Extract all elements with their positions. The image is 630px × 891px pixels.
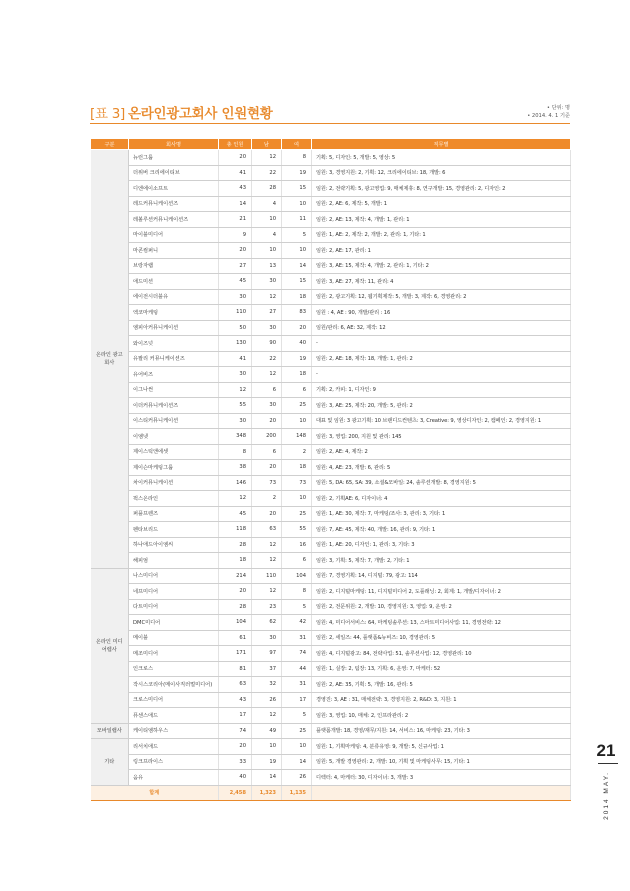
company-cell: 네프미디어 [129, 584, 219, 600]
detail-cell: 디렉터: 4, 마케터: 30, 디자이너: 3, 개발: 3 [312, 770, 571, 786]
company-cell: 다트미디어 [129, 599, 219, 615]
total-cell: 12 [219, 382, 252, 398]
total-cell: 43 [219, 692, 252, 708]
detail-cell: 임원: 2, AE: 35, 기획: 5, 개발: 16, 관리: 5 [312, 677, 571, 693]
company-cell: 더위버 크리에이티브 [129, 165, 219, 181]
company-cell: 디엔에이소프트 [129, 181, 219, 197]
table-row [91, 150, 571, 166]
total-detail-empty [312, 785, 571, 800]
female-cell: 25 [282, 398, 312, 414]
table-header-row [91, 139, 571, 150]
total-female: 1,135 [282, 785, 312, 800]
company-cell: 메이블 [129, 630, 219, 646]
female-cell: 31 [282, 677, 312, 693]
table-row [91, 723, 571, 739]
total-cell: 41 [219, 351, 252, 367]
table-row [91, 739, 571, 755]
staff-table [90, 138, 571, 801]
company-cell: 유팔리 커뮤니케이션즈 [129, 351, 219, 367]
male-cell: 30 [252, 398, 282, 414]
male-cell: 30 [252, 320, 282, 336]
detail-cell: 경영진: 3, AE : 31, 매체전략: 3, 경영지원: 2, R&D: 3, 지원: 1 [312, 692, 571, 708]
total-cell: 17 [219, 708, 252, 724]
table-row [91, 196, 571, 212]
table-row [91, 646, 571, 662]
header-company: 회사명 [129, 139, 219, 150]
male-cell: 22 [252, 165, 282, 181]
male-cell: 13 [252, 258, 282, 274]
male-cell: 97 [252, 646, 282, 662]
male-cell: 37 [252, 661, 282, 677]
table-row [91, 506, 571, 522]
detail-cell: 임원: 3, AE: 15, 제작: 4, 개발: 2, 관리: 1, 기타: 2 [312, 258, 571, 274]
table-row [91, 677, 571, 693]
company-cell: 해피엄 [129, 553, 219, 569]
male-cell: 12 [252, 553, 282, 569]
company-cell: 마콘컴퍼니 [129, 243, 219, 259]
total-cell: 20 [219, 584, 252, 600]
table-row [91, 708, 571, 724]
total-cell: 33 [219, 754, 252, 770]
detail-cell: 임원: 2, 세일즈: 44, 플랫폼&뉴비즈: 10, 경영관리: 5 [312, 630, 571, 646]
total-cell: 41 [219, 165, 252, 181]
detail-cell: 임원: 2, AE: 13, 제작: 4, 개발: 1, 관리: 1 [312, 212, 571, 228]
company-cell: 애드미션 [129, 274, 219, 290]
male-cell: 200 [252, 429, 282, 445]
male-cell: 12 [252, 537, 282, 553]
total-cell: 30 [219, 413, 252, 429]
company-cell: 제이스틱앤에셋 [129, 444, 219, 460]
table-row [91, 692, 571, 708]
total-cell: 21 [219, 212, 252, 228]
detail-cell: 임원/관리: 6, AE: 32, 제작: 12 [312, 320, 571, 336]
detail-cell: 임원: 3, 영업: 10, 매체: 2, 인프라관리: 2 [312, 708, 571, 724]
table-row [91, 212, 571, 228]
female-cell: 148 [282, 429, 312, 445]
table-row [91, 382, 571, 398]
female-cell: 31 [282, 630, 312, 646]
detail-cell: 플랫폼개발: 18, 경영/재무/지원: 14, 서비스: 16, 마케팅: 23, 기타: 3 [312, 723, 571, 739]
company-cell: 에이전시더블유 [129, 289, 219, 305]
male-cell: 30 [252, 274, 282, 290]
female-cell: 6 [282, 553, 312, 569]
female-cell: 18 [282, 289, 312, 305]
category-cell: 온라인 광고회사 [91, 150, 129, 569]
detail-cell: 임원: 2, AE: 17, 관리: 1 [312, 243, 571, 259]
female-cell: 40 [282, 336, 312, 352]
female-cell: 15 [282, 274, 312, 290]
header-total: 총 인원 [219, 139, 252, 150]
female-cell: 11 [282, 212, 312, 228]
table-row [91, 336, 571, 352]
male-cell: 26 [252, 692, 282, 708]
detail-cell: 임원: 3, 기획: 5, 제작: 7, 개발: 2, 기타: 1 [312, 553, 571, 569]
female-cell: 5 [282, 599, 312, 615]
female-cell: 18 [282, 367, 312, 383]
page-number: 21 [596, 741, 616, 760]
table-row [91, 413, 571, 429]
detail-cell: 임원: 7, AE: 45, 제작: 40, 개발: 16, 관리: 9, 기타: 1 [312, 522, 571, 538]
total-cell: 20 [219, 243, 252, 259]
detail-cell: 임원: 3, 영업: 200, 지원 및 관리: 145 [312, 429, 571, 445]
table-row [91, 568, 571, 584]
male-cell: 110 [252, 568, 282, 584]
female-cell: 74 [282, 646, 312, 662]
table-row [91, 553, 571, 569]
female-cell: 14 [282, 258, 312, 274]
date-note: • 2014. 4. 1 기준 [527, 113, 570, 119]
total-cell: 45 [219, 274, 252, 290]
female-cell: 8 [282, 584, 312, 600]
male-cell: 4 [252, 196, 282, 212]
female-cell: 55 [282, 522, 312, 538]
category-cell: 모바일랩사 [91, 723, 129, 739]
table-row [91, 754, 571, 770]
male-cell: 12 [252, 289, 282, 305]
table-number: [표 3] [90, 106, 125, 122]
company-cell: 레볼루션커뮤니케이션즈 [129, 212, 219, 228]
table-row [91, 227, 571, 243]
total-cell: 30 [219, 289, 252, 305]
detail-cell: 임원: 1, 실장: 2, 팀장: 13, 기획: 6, 운영: 7, 마케터: 52 [312, 661, 571, 677]
male-cell: 63 [252, 522, 282, 538]
table-title-block [90, 102, 570, 128]
male-cell: 62 [252, 615, 282, 631]
detail-cell: 임원: 2, 광고기획: 12, 웹기획제작: 5, 개발: 3, 제작: 6, 경영관리: 2 [312, 289, 571, 305]
category-cell: 기타 [91, 739, 129, 786]
female-cell: 16 [282, 537, 312, 553]
male-cell: 10 [252, 243, 282, 259]
female-cell: 15 [282, 181, 312, 197]
company-cell: 뉴런그룹 [129, 150, 219, 166]
male-cell: 10 [252, 739, 282, 755]
table-title-text: 온라인광고회사 인원현황 [127, 106, 273, 122]
female-cell: 14 [282, 754, 312, 770]
female-cell: 2 [282, 444, 312, 460]
female-cell: 19 [282, 165, 312, 181]
header-category: 구분 [91, 139, 129, 150]
male-cell: 19 [252, 754, 282, 770]
total-cell: 20 [219, 150, 252, 166]
total-cell: 146 [219, 475, 252, 491]
table-row [91, 429, 571, 445]
table-row [91, 165, 571, 181]
detail-cell: 임원: 2, 전략기획: 5, 광고영업: 9, 매체제휴: 8, 연구개발: 15, 경영관리: 2, 디자인: 2 [312, 181, 571, 197]
male-cell: 6 [252, 382, 282, 398]
company-cell: 퍼플프렌즈 [129, 506, 219, 522]
male-cell: 73 [252, 475, 282, 491]
company-cell: 메조미디어 [129, 646, 219, 662]
table-row [91, 661, 571, 677]
detail-cell: 기획: 5, 디자인: 5, 개발: 5, 영상: 5 [312, 150, 571, 166]
table-row [91, 243, 571, 259]
total-label: 합계 [91, 785, 219, 800]
total-cell: 9 [219, 227, 252, 243]
female-cell: 10 [282, 491, 312, 507]
female-cell: 5 [282, 227, 312, 243]
detail-cell: 임원: 3, AE: 27, 제작: 11, 관리: 4 [312, 274, 571, 290]
total-cell: 38 [219, 460, 252, 476]
female-cell: 10 [282, 243, 312, 259]
detail-cell: 임원: 2, AE: 4, 제작: 2 [312, 444, 571, 460]
company-cell: 브랑자랩 [129, 258, 219, 274]
male-cell: 12 [252, 150, 282, 166]
male-cell: 20 [252, 506, 282, 522]
company-cell: 리서치애드 [129, 739, 219, 755]
total-cell: 130 [219, 336, 252, 352]
company-cell: 차이커뮤니케이션 [129, 475, 219, 491]
detail-cell: 임원: 5, DA: 65, SA: 39, 소셜&모바일: 24, 솔루션개발: 8, 경영지원: 5 [312, 475, 571, 491]
company-cell: 나스미디어 [129, 568, 219, 584]
total-cell: 28 [219, 599, 252, 615]
total-cell: 348 [219, 429, 252, 445]
male-cell: 2 [252, 491, 282, 507]
company-cell: 마이블미디어 [129, 227, 219, 243]
table-row [91, 491, 571, 507]
female-cell: 25 [282, 506, 312, 522]
detail-cell: 임원: 4, 디지털광고: 84, 전략사업: 51, 솔루션사업: 12, 경영관리: 10 [312, 646, 571, 662]
total-cell: 55 [219, 398, 252, 414]
table-row [91, 522, 571, 538]
issue-date: 2014 MAY. [603, 771, 610, 820]
total-cell: 171 [219, 646, 252, 662]
detail-cell: 임원: 2, AE: 18, 제작: 18, 개발: 1, 관리: 2 [312, 351, 571, 367]
table-row [91, 305, 571, 321]
total-cell: 18 [219, 553, 252, 569]
female-cell: 6 [282, 382, 312, 398]
table-row [91, 630, 571, 646]
company-cell: 옴유 [129, 770, 219, 786]
total-cell: 12 [219, 491, 252, 507]
detail-cell: 임원: 2, AE: 6, 제작: 5, 개발: 1 [312, 196, 571, 212]
table-row [91, 475, 571, 491]
detail-cell: 임원: 1, 기획마케팅: 4, 분류유영: 9, 개발: 5, 신규사업: 1 [312, 739, 571, 755]
detail-cell: 대표 및 임원: 3 광고기획: 10 브랜디드컨텐츠: 3, Creative: 9, 영상디자인: 2, 캠페인: 2, 경영지원: 1 [312, 413, 571, 429]
female-cell: 104 [282, 568, 312, 584]
detail-cell: - [312, 336, 571, 352]
detail-cell: 임원: 1, AE: 2, 제작: 2, 개발: 2, 관리: 1, 기타: 1 [312, 227, 571, 243]
header-female: 여 [282, 139, 312, 150]
detail-cell: 임원 : 4, AE : 90, 개발/관리 : 16 [312, 305, 571, 321]
male-cell: 14 [252, 770, 282, 786]
table-row [91, 258, 571, 274]
company-cell: 이스티커뮤니케이션 [129, 413, 219, 429]
female-cell: 19 [282, 351, 312, 367]
male-cell: 12 [252, 584, 282, 600]
detail-cell: 임원: 3, AE: 25, 제작: 20, 개발: 5, 관리: 2 [312, 398, 571, 414]
female-cell: 18 [282, 460, 312, 476]
female-cell: 26 [282, 770, 312, 786]
female-cell: 17 [282, 692, 312, 708]
company-cell: 링크프라이스 [129, 754, 219, 770]
company-cell: 하나애드아이엠씨 [129, 537, 219, 553]
detail-cell: 임원: 2, 디지털마케팅: 11, 디지털미디어 2, 도플래닝: 2, 회계: 1, 개발/디자이너: 2 [312, 584, 571, 600]
table-row [91, 584, 571, 600]
total-cell: 81 [219, 661, 252, 677]
total-cell: 28 [219, 537, 252, 553]
total-cell: 74 [219, 723, 252, 739]
table-body [91, 150, 571, 786]
total-cell: 61 [219, 630, 252, 646]
total-cell: 27 [219, 258, 252, 274]
female-cell: 42 [282, 615, 312, 631]
total-cell: 110 [219, 305, 252, 321]
male-cell: 20 [252, 413, 282, 429]
unit-note: • 단위: 명 [546, 105, 570, 111]
male-cell: 28 [252, 181, 282, 197]
male-cell: 4 [252, 227, 282, 243]
male-cell: 12 [252, 708, 282, 724]
male-cell: 32 [252, 677, 282, 693]
table-row [91, 444, 571, 460]
total-cell: 43 [219, 181, 252, 197]
female-cell: 10 [282, 413, 312, 429]
total-cell: 45 [219, 506, 252, 522]
total-cell: 20 [219, 739, 252, 755]
female-cell: 73 [282, 475, 312, 491]
header-male: 남 [252, 139, 282, 150]
detail-cell: - [312, 367, 571, 383]
total-cell: 104 [219, 615, 252, 631]
detail-cell: 임원: 2, 기획AE: 6, 디자이너: 4 [312, 491, 571, 507]
detail-cell: 임원: 5, 개발 경영관리: 2, 개발: 10, 기획 및 마케팅사무: 15, 기타: 1 [312, 754, 571, 770]
table-row [91, 181, 571, 197]
table-row [91, 351, 571, 367]
total-cell: 50 [219, 320, 252, 336]
detail-cell: 임원: 2, 전문위원: 2, 개발: 10, 경영지원: 3, 영업: 9, 운영: 2 [312, 599, 571, 615]
total-male: 1,323 [252, 785, 282, 800]
total-cell: 63 [219, 677, 252, 693]
male-cell: 90 [252, 336, 282, 352]
company-cell: 크로스미디어 [129, 692, 219, 708]
title-divider [90, 123, 570, 124]
male-cell: 27 [252, 305, 282, 321]
female-cell: 10 [282, 196, 312, 212]
female-cell: 5 [282, 708, 312, 724]
table-row [91, 398, 571, 414]
table-row [91, 274, 571, 290]
detail-cell: 임원: 4, AE: 23, 개발: 6, 관리: 5 [312, 460, 571, 476]
table-row [91, 599, 571, 615]
company-cell: 작시스코리아(메이사직러멀미디어) [129, 677, 219, 693]
company-cell: 엠피아커뮤니케이션 [129, 320, 219, 336]
company-cell: 엑코마케팅 [129, 305, 219, 321]
table-row [91, 537, 571, 553]
header-detail: 직무별 [312, 139, 571, 150]
total-sum: 2,458 [219, 785, 252, 800]
male-cell: 49 [252, 723, 282, 739]
detail-cell: 임원: 3, 경영지원: 2, 기획: 12, 크리에이티브: 18, 개발: 6 [312, 165, 571, 181]
male-cell: 22 [252, 351, 282, 367]
female-cell: 25 [282, 723, 312, 739]
table-row [91, 289, 571, 305]
detail-cell: 기획: 2, 카피: 1, 디자인: 9 [312, 382, 571, 398]
company-cell: 펜타브리드 [129, 522, 219, 538]
female-cell: 8 [282, 150, 312, 166]
company-cell: 이엠넷 [129, 429, 219, 445]
company-cell: 와이즈넛 [129, 336, 219, 352]
detail-cell: 임원: 7, 경영기획: 14, 디지털: 79, 광고: 114 [312, 568, 571, 584]
total-cell: 14 [219, 196, 252, 212]
total-cell: 30 [219, 367, 252, 383]
company-cell: 유어비즈 [129, 367, 219, 383]
detail-cell: 임원: 1, AE: 30, 제작: 7, 마케팅/조사: 3, 관리: 3, 기타: 1 [312, 506, 571, 522]
total-row [91, 785, 571, 800]
company-cell: 퍽스온라인 [129, 491, 219, 507]
female-cell: 83 [282, 305, 312, 321]
table-row [91, 367, 571, 383]
page-number-rule [598, 763, 618, 764]
total-cell: 118 [219, 522, 252, 538]
company-cell: 케이티엠하우스 [129, 723, 219, 739]
company-cell: 이그나썬 [129, 382, 219, 398]
company-cell: DMC미디어 [129, 615, 219, 631]
company-cell: 인크로스 [129, 661, 219, 677]
company-cell: 이더커뮤니케이션즈 [129, 398, 219, 414]
male-cell: 30 [252, 630, 282, 646]
male-cell: 23 [252, 599, 282, 615]
male-cell: 6 [252, 444, 282, 460]
female-cell: 20 [282, 320, 312, 336]
company-cell: 레드커뮤니케이션즈 [129, 196, 219, 212]
table-row [91, 615, 571, 631]
detail-cell: 임원: 4, 미디어서비스: 64, 마케팅솔루션: 13, 스마트미디어사업: 11, 경영전략: 12 [312, 615, 571, 631]
table-notes [527, 104, 570, 120]
male-cell: 12 [252, 367, 282, 383]
company-cell: 제이슨마케팅그룹 [129, 460, 219, 476]
table-row [91, 460, 571, 476]
table-title [90, 102, 273, 122]
total-cell: 214 [219, 568, 252, 584]
total-cell: 8 [219, 444, 252, 460]
total-cell: 40 [219, 770, 252, 786]
table-row [91, 320, 571, 336]
company-cell: 퓨센스애드 [129, 708, 219, 724]
male-cell: 20 [252, 460, 282, 476]
detail-cell: 임원: 1, AE: 20, 디자인: 1, 관리: 3, 기타: 3 [312, 537, 571, 553]
table-row [91, 770, 571, 786]
female-cell: 10 [282, 739, 312, 755]
male-cell: 10 [252, 212, 282, 228]
female-cell: 44 [282, 661, 312, 677]
category-cell: 온라인 미디어렙사 [91, 568, 129, 723]
